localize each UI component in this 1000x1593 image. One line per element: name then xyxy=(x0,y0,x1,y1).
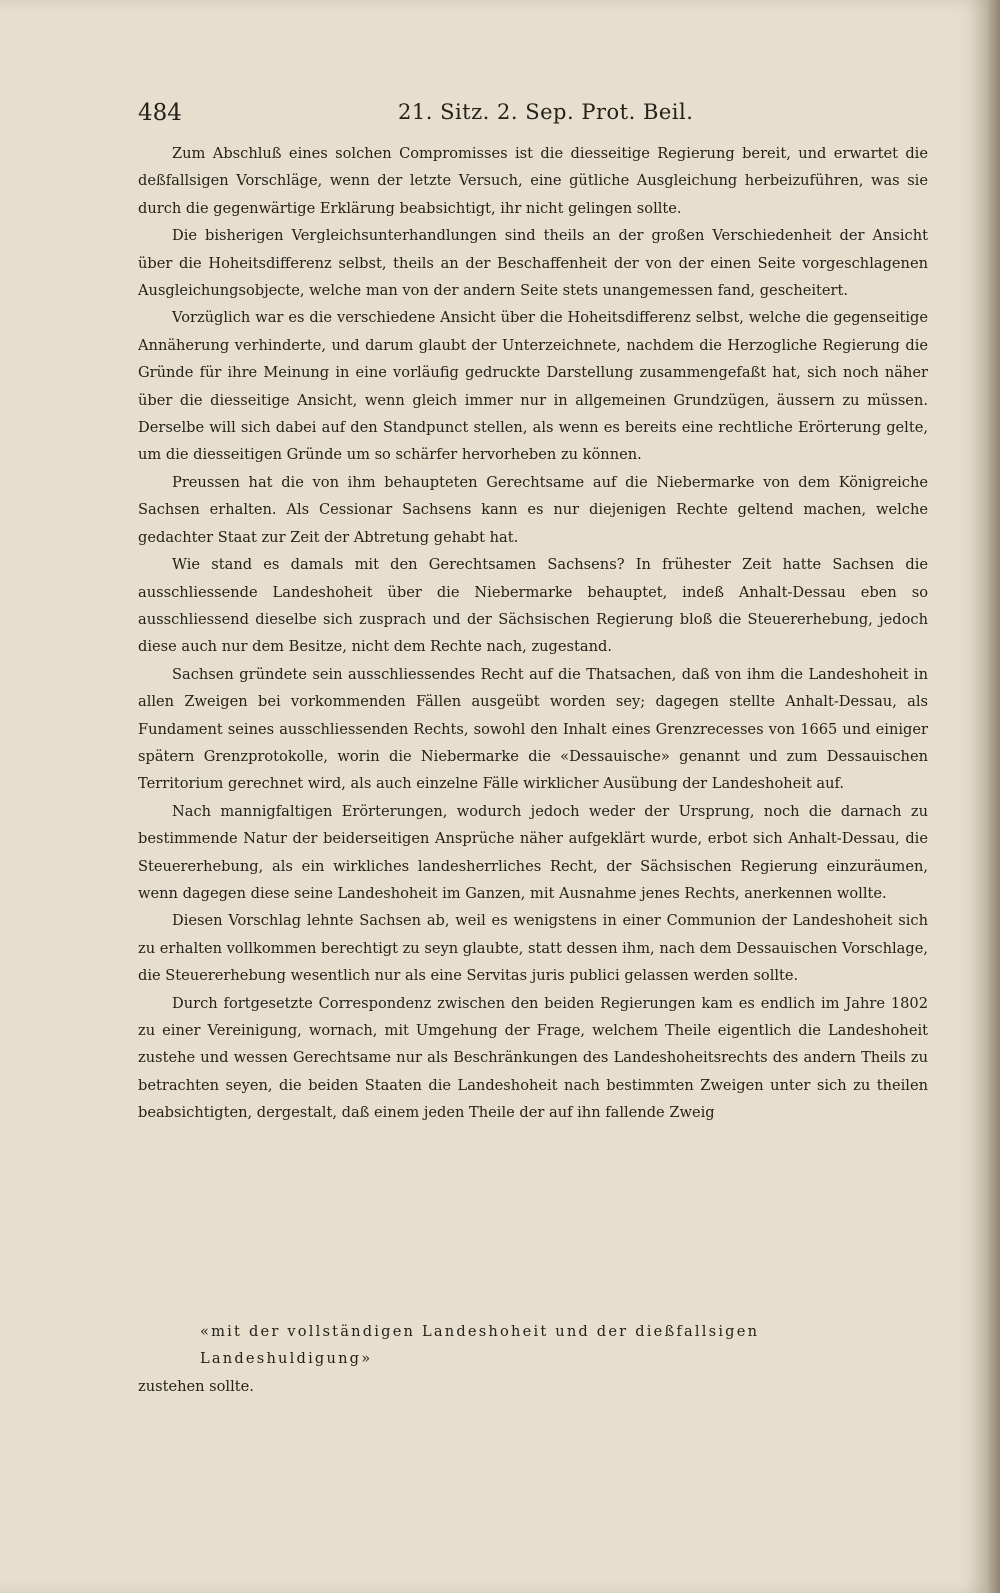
paragraph: Die bisherigen Vergleichsunterhandlungen sind theils an der großen Verschiedenheit der Ansicht über die Hoheitsdifferenz selbst, theils an der Beschaffenheit der von der einen Seite vorgeschlagenen Ausgleichungsobjecte, welche man von der andern Seite stets unangemessen fand, gescheitert. xyxy=(138,227,928,300)
paragraph: Diesen Vorschlag lehnte Sachsen ab, weil es wenigstens in einer Communion der Landeshoheit sich zu erhalten vollkommen berechtigt zu seyn glaubte, statt dessen ihm, nach dem Dessauischen Vorschlage, die Steuererhebung wesentlich nur als eine Servitas juris publici gelassen werden sollte. xyxy=(138,912,928,985)
page-edge xyxy=(988,0,1000,1593)
paragraph: Preussen hat die von ihm behaupteten Gerechtsame auf die Niebermarke von dem Königreiche Sachsen erhalten. Als Cessionar Sachsens kann es nur diejenigen Rechte geltend machen, welche gedachter Staat zur Zeit der Abtretung gehabt hat. xyxy=(138,473,928,546)
paragraph: Vorzüglich war es die verschiedene Ansicht über die Hoheitsdifferenz selbst, welche die gegenseitige Annäherung verhinderte, und darum glaubt der Unterzeichnete, nachdem die Herzogliche Regierung die Gründe für ihre Meinung in eine vorläufig gedruckte Darstellung zusammengefaßt hat, sich noch näher über die diesseitige Ansicht, wenn gleich immer nur in allgemeinen Grundzügen, äussern zu müssen. Derselbe will sich dabei auf den Standpunct stellen, als wenn es bereits eine rechtliche Erörterung gelte, um die diesseitigen Gründe um so schärfer hervorheben zu können. xyxy=(138,309,928,464)
paragraph: Zum Abschluß eines solchen Compromisses ist die diesseitige Regierung bereit, und erwartet die deßfallsigen Vorschläge, wenn der letzte Versuch, eine gütliche Ausgleichung herbeizuführen, was sie durch die gegenwärtige Erklärung beabsichtigt, ihr nicht gelingen sollte. xyxy=(138,145,928,217)
page-header xyxy=(138,96,928,132)
body-text xyxy=(138,140,928,1127)
paragraph: Sachsen gründete sein ausschliessendes Recht auf die Thatsachen, daß von ihm die Landeshoheit in allen Zweigen bei vorkommenden Fällen ausgeübt worden sey; dagegen stellte Anhalt-Dessau, als Fundament seines ausschliessenden Rechts, sowohl den Inhalt eines Grenzrecesses von 1665 und einiger spätern Grenzprotokolle, worin die Niebermarke die «Dessauische» genannt und zum Dessauischen Territorium gerechnet wird, als auch einzelne Fälle wirklicher Ausübung der Landeshoheit auf. xyxy=(138,665,928,793)
running-head: 21. Sitz. 2. Sep. Prot. Beil. xyxy=(398,100,694,124)
page-number: 484 xyxy=(138,100,182,126)
paragraph: Wie stand es damals mit den Gerechtsamen Sachsens? In frühester Zeit hatte Sachsen die ausschliessende Landeshoheit über die Niebermarke behauptet, indeß Anhalt-Dessau eben so ausschliessend dieselbe sich zusprach und der Sächsischen Regierung bloß die Steuererhebung, jedoch diese auch nur dem Besitze, nicht dem Rechte nach, zugestand. xyxy=(138,556,928,656)
paragraph: Nach mannigfaltigen Erörterungen, wodurch jedoch weder der Ursprung, noch die darnach zu bestimmende Natur der beiderseitigen Ansprüche näher aufgeklärt wurde, erbot sich Anhalt-Dessau, die Steuererhebung, als ein wirkliches landesherrliches Recht, der Sächsischen Regierung einzuräumen, wenn dagegen diese seine Landeshoheit im Ganzen, mit Ausnahme jenes Rechts, anerkennen wollte. xyxy=(138,802,928,902)
closing-line: zustehen sollte. xyxy=(138,1378,254,1395)
block-quote: «mit der vollständigen Landeshoheit und der dießfallsigen Landeshuldigung» xyxy=(200,1323,760,1368)
paragraph: Durch fortgesetzte Correspondenz zwischen den beiden Regierungen kam es endlich im Jahre 1802 zu einer Vereinigung, wornach, mit Umgehung der Frage, welchem Theile eigentlich die Landeshoheit zustehe und wessen Gerechtsame nur als Beschränkungen des Landeshoheitsrechts des andern Theils zu betrachten seyen, die beiden Staaten die Landeshoheit nach bestimmten Zweigen unter sich zu theilen beabsichtigten, dergestalt, daß einem jeden Theile der auf ihn fallende Zweig xyxy=(138,994,928,1122)
